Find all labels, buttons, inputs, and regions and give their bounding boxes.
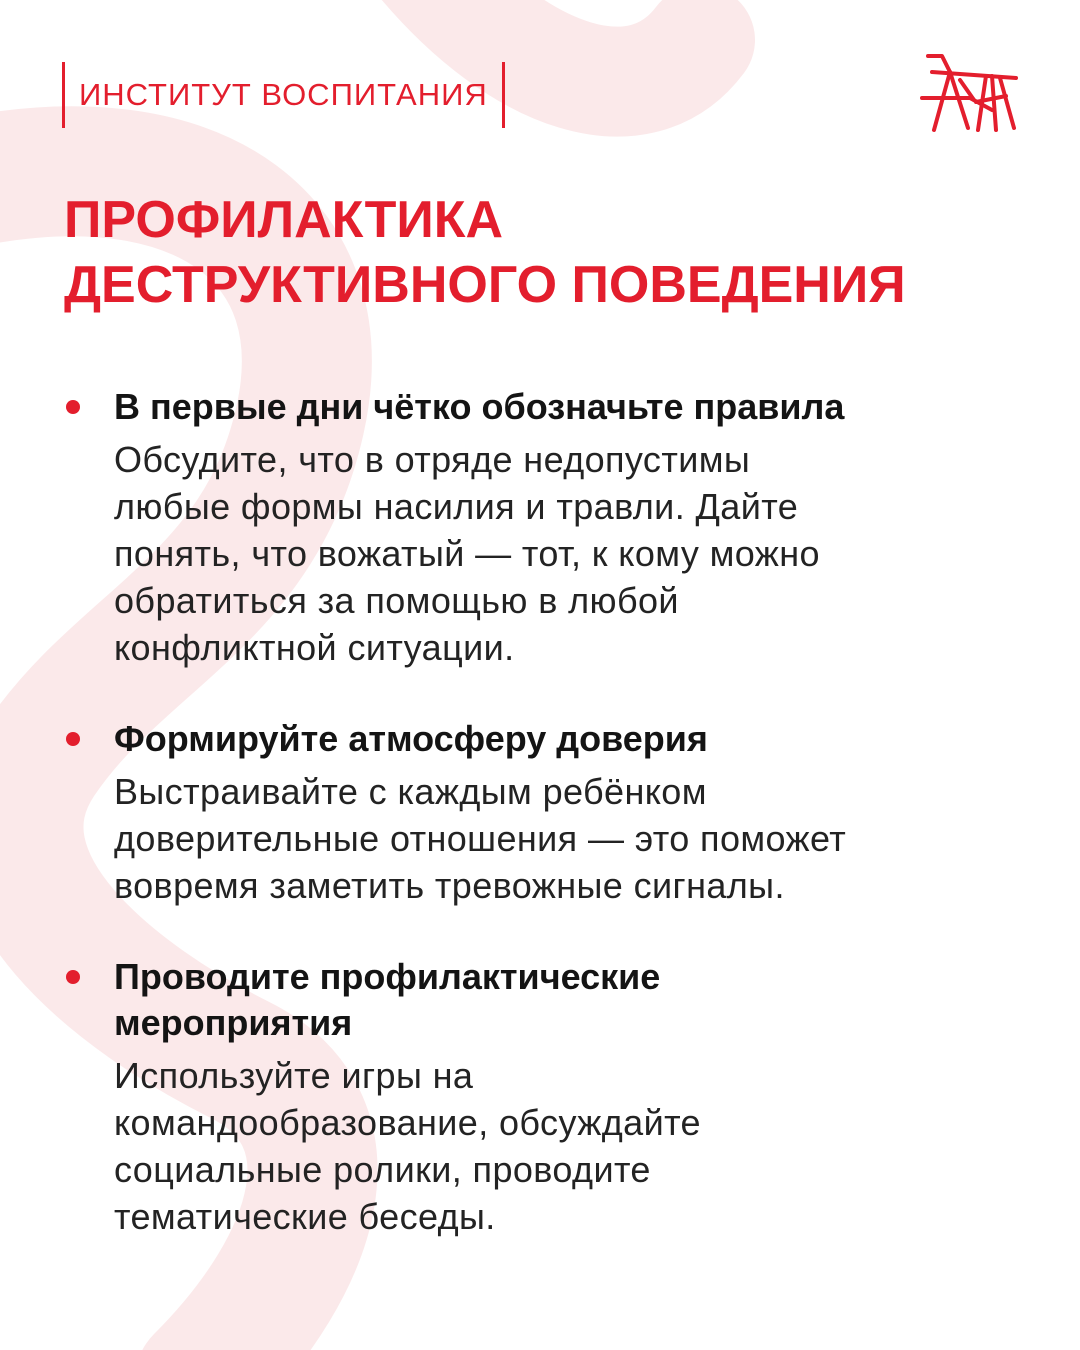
tip-section-3 [64, 954, 1024, 1240]
tip-body: Используйте игры на командообразование, обсуждайте социальные ролики, проводите тематические беседы. [114, 1055, 701, 1237]
bullet-dot-icon [66, 732, 80, 746]
tip-section-1 [64, 384, 1024, 671]
organization-header [62, 62, 505, 128]
bullet-dot-icon [66, 400, 80, 414]
tip-body: Обсудите, что в отряде недопустимы любые формы насилия и травли. Дайте понять, что вожатый — тот, к кому можно обратиться за помощью в любой конфликтной ситуации. [114, 439, 820, 668]
horse-logo-icon [920, 52, 1020, 134]
page-title-line-2: ДЕСТРУКТИВНОГО ПОВЕДЕНИЯ [64, 256, 906, 314]
organization-name: ИНСТИТУТ ВОСПИТАНИЯ [79, 77, 488, 112]
page-title-line-1: ПРОФИЛАКТИКА [64, 191, 504, 249]
tip-title: Проводите профилактические мероприятия [114, 956, 661, 1043]
page-title [64, 188, 1044, 318]
tip-title: Формируйте атмосферу доверия [114, 718, 708, 759]
tip-body: Выстраивайте с каждым ребёнком доверительные отношения — это поможет вовремя заметить тревожные сигналы. [114, 771, 847, 906]
tip-section-2 [64, 716, 1024, 909]
tip-title: В первые дни чётко обозначьте правила [114, 386, 845, 427]
bullet-dot-icon [66, 970, 80, 984]
